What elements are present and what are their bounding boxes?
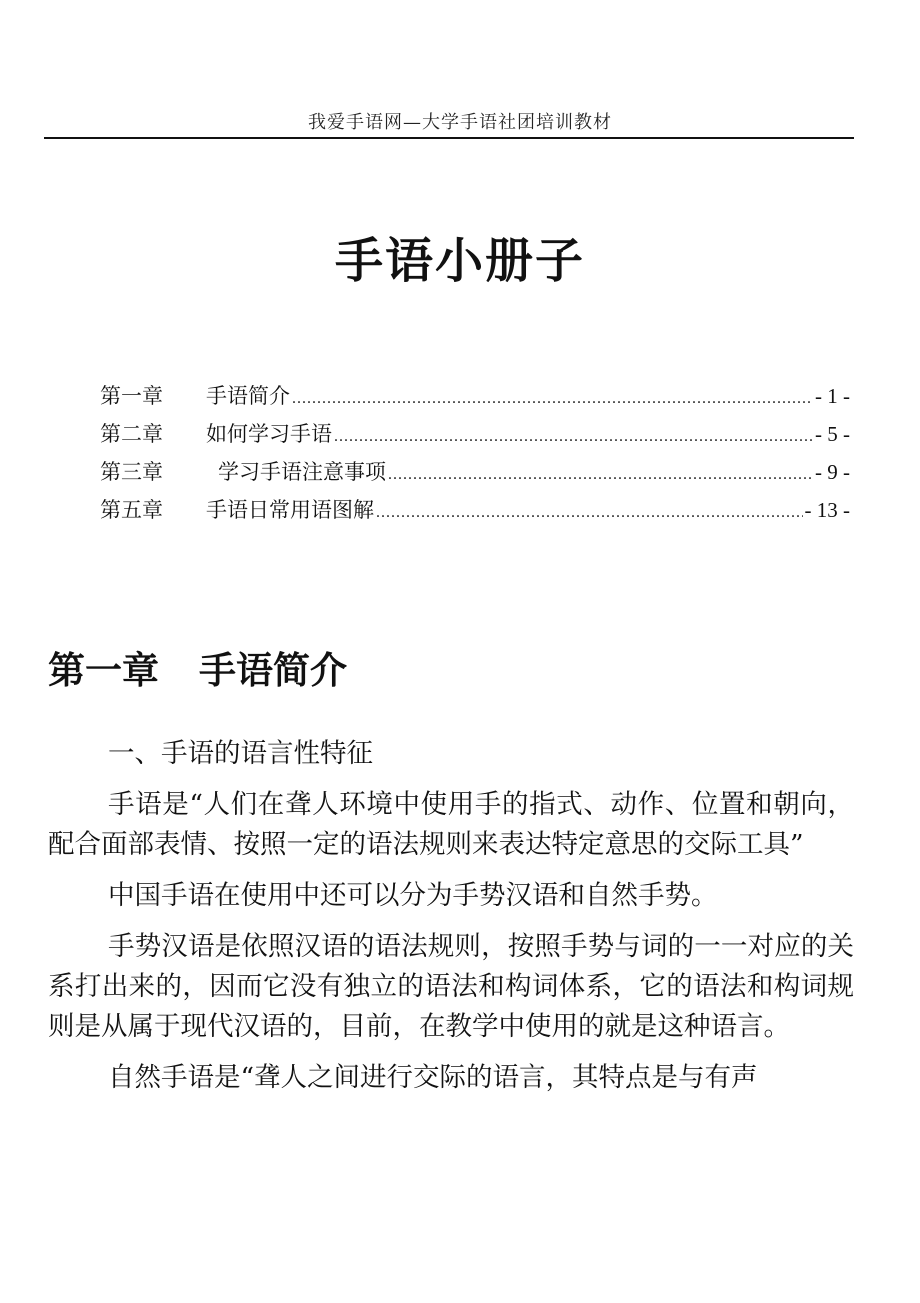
chapter-title: 手语简介 <box>199 649 347 692</box>
toc-page-number: - 13 - <box>804 498 850 522</box>
body-paragraph: 手语是“人们在聋人环境中使用手的指式、动作、位置和朝向，配合面部表情、按照一定的语法规则来表达特定意思的交际工具” <box>48 789 854 860</box>
table-of-contents <box>100 380 850 532</box>
toc-dot-leader <box>334 428 813 446</box>
chapter-number: 第一章 <box>48 649 159 692</box>
chapter-body <box>48 734 854 1109</box>
toc-chapter-number: 第三章 <box>100 460 163 484</box>
section-heading: 一、手语的语言性特征 <box>108 738 373 769</box>
toc-chapter-title: 手语简介 <box>206 384 290 408</box>
toc-chapter-number: 第五章 <box>100 498 163 522</box>
header-rule <box>44 137 854 139</box>
toc-page-number: - 1 - <box>815 384 850 408</box>
body-paragraph: 中国手语在使用中还可以分为手势汉语和自然手势。 <box>108 880 718 911</box>
toc-chapter-number: 第二章 <box>100 422 163 446</box>
toc-entry[interactable] <box>100 380 850 418</box>
toc-chapter-title: 如何学习手语 <box>206 422 332 446</box>
toc-entry[interactable] <box>100 418 850 456</box>
body-paragraph: 手势汉语是依照汉语的语法规则，按照手势与词的一一对应的关系打出来的，因而它没有独立的语法和构词体系，它的语法和构词规则是从属于现代汉语的，目前，在教学中使用的就是这种语言。 <box>48 931 854 1042</box>
toc-chapter-title: 手语日常用语图解 <box>206 498 374 522</box>
toc-page-number: - 5 - <box>815 422 850 446</box>
running-header: 我爱手语网—大学手语社团培训教材 <box>308 112 612 133</box>
body-paragraph: 自然手语是“聋人之间进行交际的语言，其特点是与有声 <box>108 1062 758 1093</box>
document-title: 手语小册子 <box>334 233 585 289</box>
toc-chapter-title: 学习手语注意事项 <box>218 460 386 484</box>
toc-chapter-number: 第一章 <box>100 384 163 408</box>
chapter-heading <box>48 640 347 694</box>
toc-entry[interactable] <box>100 494 850 532</box>
toc-dot-leader <box>292 390 813 408</box>
toc-dot-leader <box>376 504 803 522</box>
toc-entry[interactable] <box>100 456 850 494</box>
toc-page-number: - 9 - <box>815 460 850 484</box>
toc-dot-leader <box>388 466 813 484</box>
